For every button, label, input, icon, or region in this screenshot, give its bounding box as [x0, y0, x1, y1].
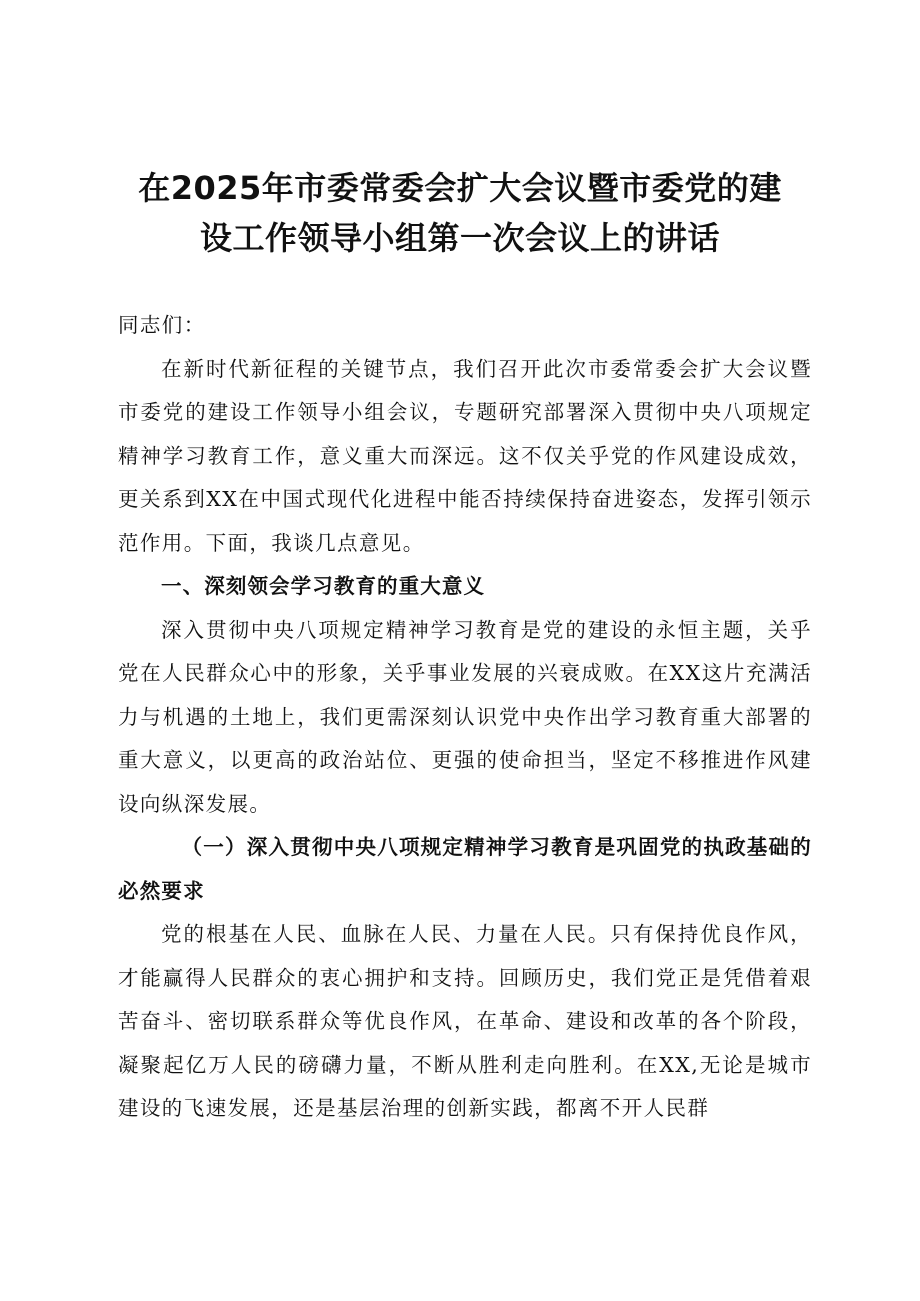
document-body — [118, 304, 812, 1131]
paragraph-foundation: 党的根基在人民、血脉在人民、力量在人民。只有保持优良作风，才能赢得人民群众的衷心拥护和支持。回顾历史，我们党正是凭借着艰苦奋斗、密切联系群众等优良作风，在革命、建设和改革的各个阶段，凝聚起亿万人民的磅礴力量，不断从胜利走向胜利。在XX,无论是城市建设的飞速发展，还是基层治理的创新实践，都离不开人民群 — [118, 922, 812, 1120]
title-line-2: 设工作领导小组第一次会议上的讲话 — [199, 219, 720, 257]
title-line-1: 在2025年市委常委会扩大会议暨市委党的建 — [138, 169, 782, 207]
paragraph-significance: 深入贯彻中央八项规定精神学习教育是党的建设的永恒主题，关乎党在人民群众心中的形象，关乎事业发展的兴衰成败。在XX这片充满活力与机遇的土地上，我们更需深刻认识党中央作出学习教育重大部署的重大意义，以更高的政治站位、更强的使命担当，坚定不移推进作风建设向纵深发展。 — [118, 617, 812, 816]
paragraph-intro: 在新时代新征程的关键节点，我们召开此次市委常委会扩大会议暨市委党的建设工作领导小组会议，专题研究部署深入贯彻中央八项规定精神学习教育工作，意义重大而深远。这不仅关乎党的作风建设成效，更关系到XX在中国式现代化进程中能否持续保持奋进姿态，发挥引领示范作用。下面，我谈几点意见。 — [118, 356, 812, 555]
salutation: 同志们： — [118, 313, 206, 337]
document-title — [100, 163, 820, 263]
section-heading-1: 一、深刻领会学习教育的重大意义 — [161, 574, 486, 598]
subsection-heading-1: （一）深入贯彻中央八项规定精神学习教育是巩固党的执政基础的必然要求 — [118, 835, 812, 903]
